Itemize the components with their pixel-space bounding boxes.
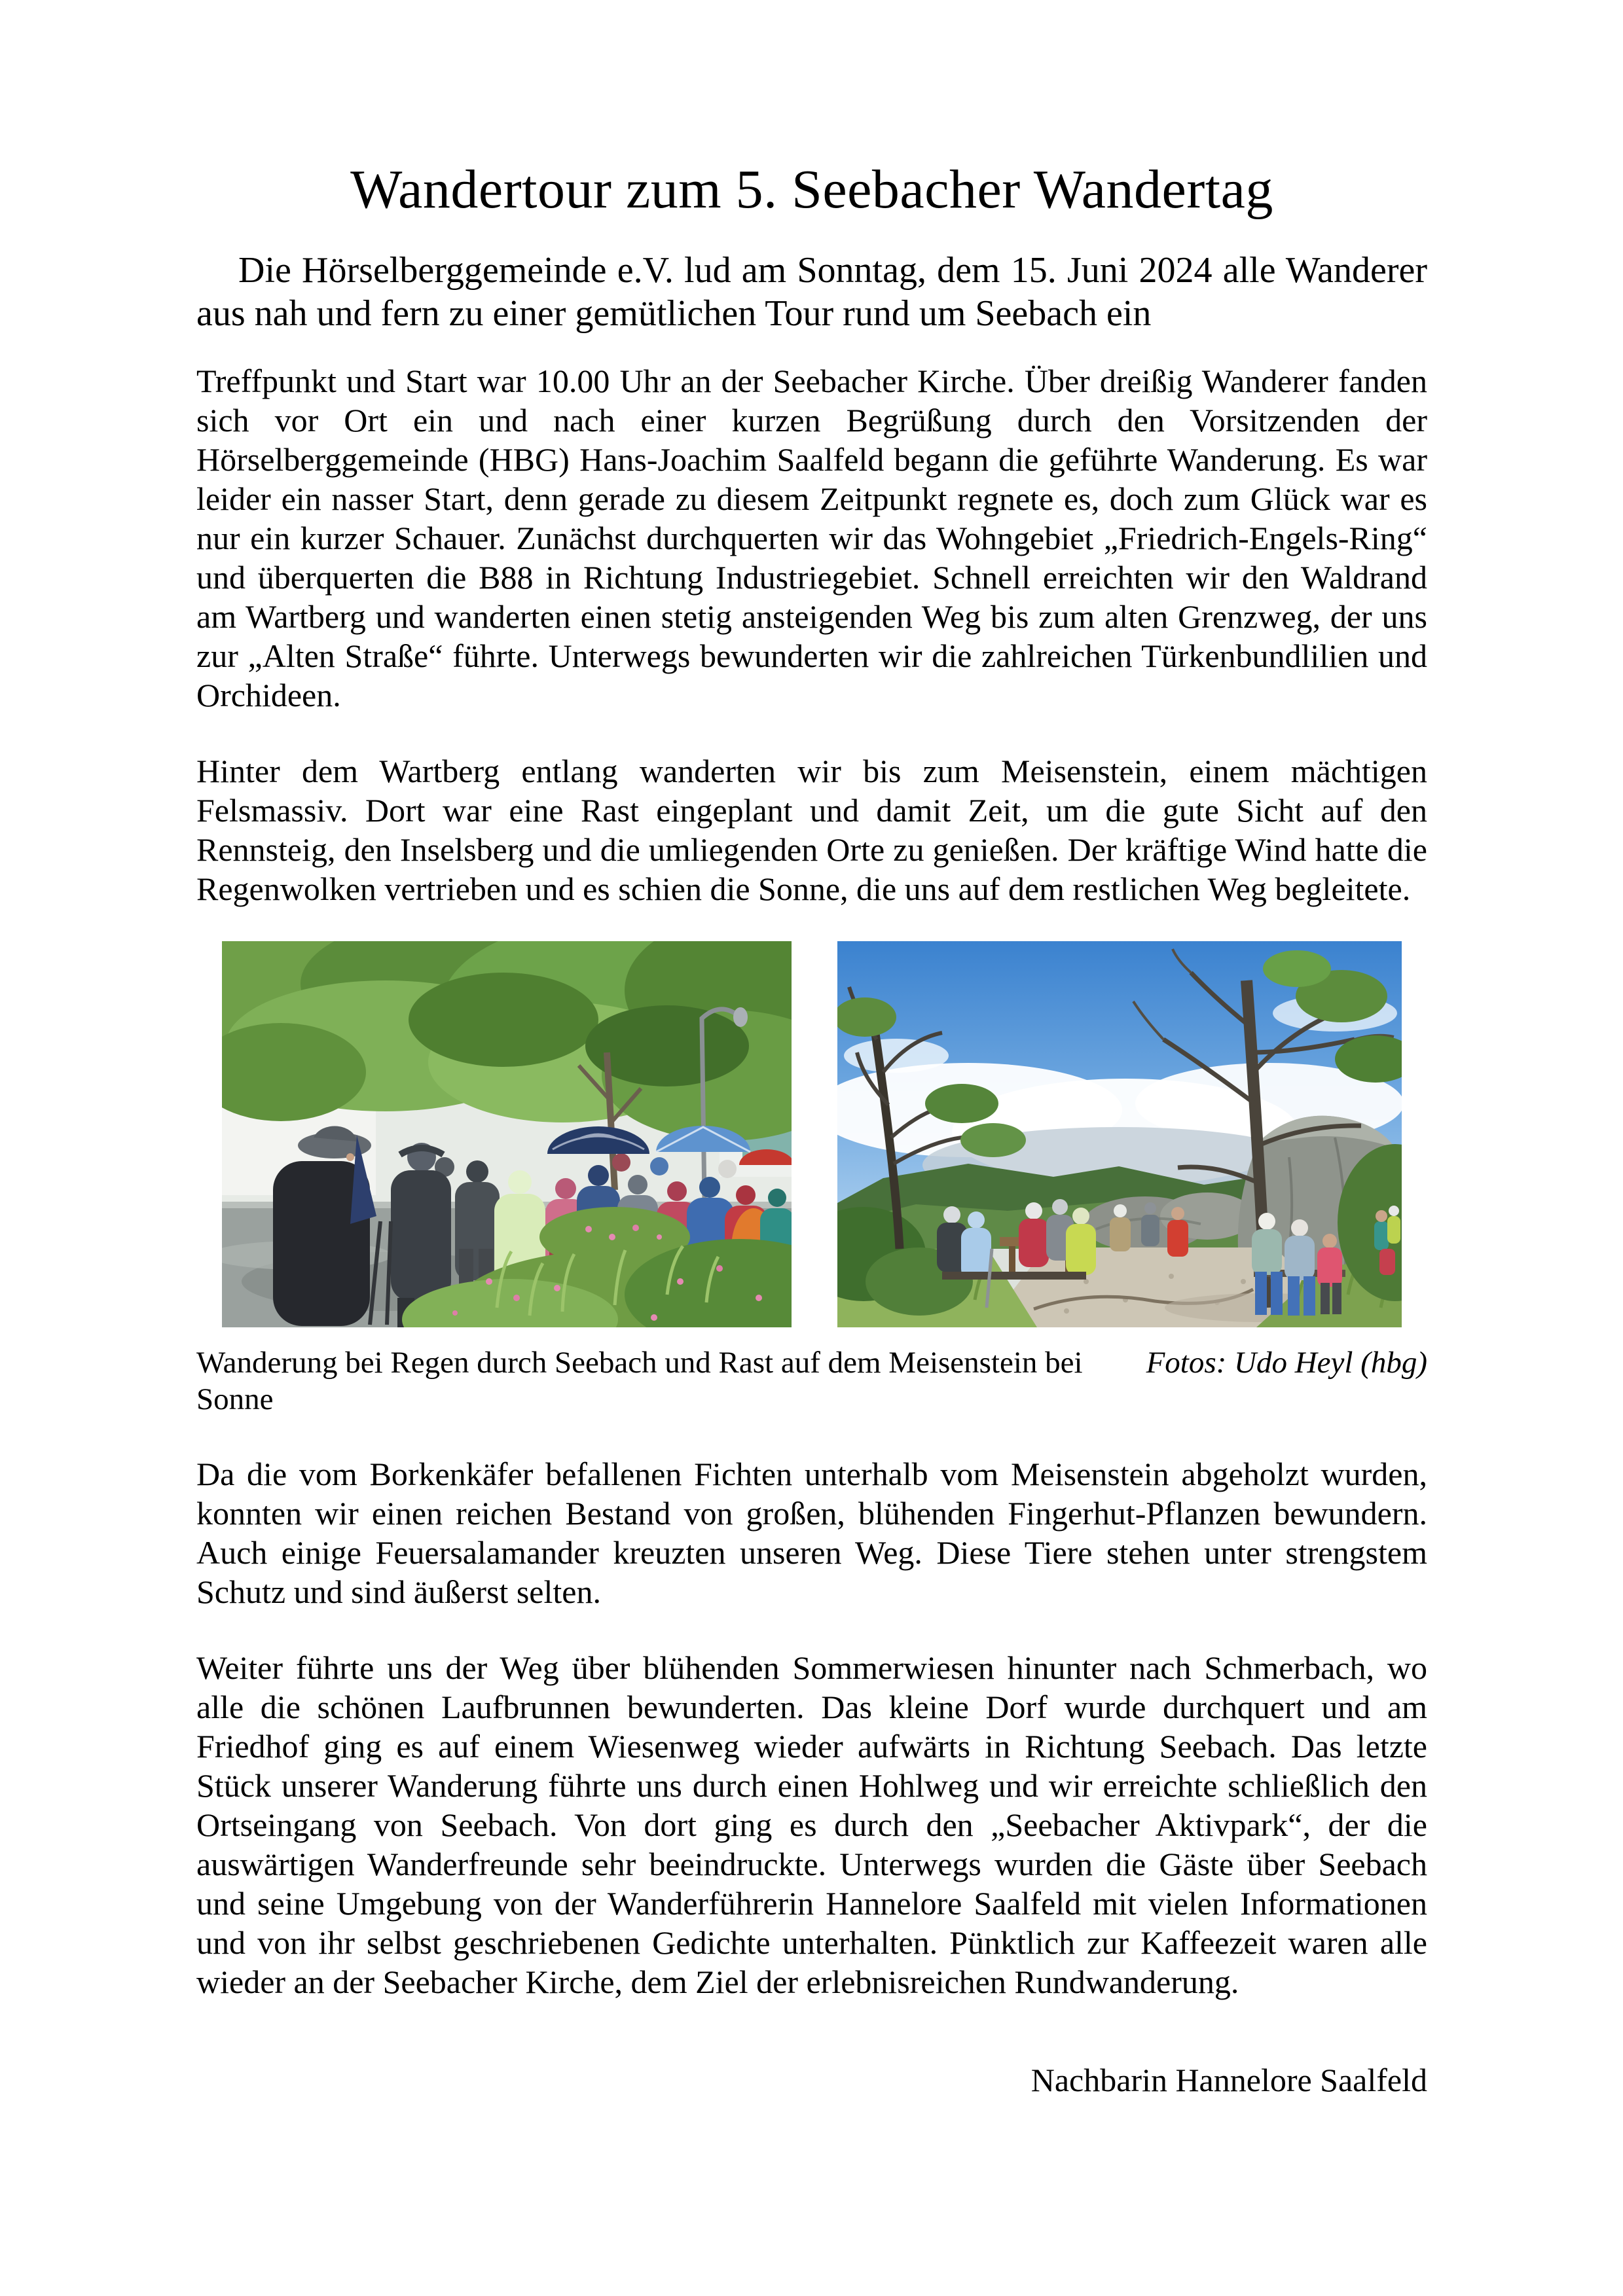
figure-caption-row <box>196 1344 1427 1418</box>
page-title: Wandertour zum 5. Seebacher Wandertag <box>350 159 1273 220</box>
left-photo-rain-walk <box>222 941 792 1327</box>
photo-figure <box>196 941 1427 1418</box>
lead-paragraph: Die Hörselberggemeinde e.V. lud am Sonntag, dem 15. Juni 2024 alle Wanderer aus nah und fern zu einer gemütlichen Tour rund um Seebach ein <box>196 250 1427 334</box>
signature: Nachbarin Hannelore Saalfeld <box>1030 2062 1427 2099</box>
paragraph-2: Hinter dem Wartberg entlang wanderten wir bis zum Meisenstein, einem mächtigen Felsmassiv. Dort war eine Rast eingeplant und damit Zeit, um die gute Sicht auf den Rennsteig, den Inselsberg und die umliegenden Orte zu genießen. Der kräftige Wind hatte die Regenwolken vertrieben und es schien die Sonne, die uns auf dem restlichen Weg begleitete. <box>196 753 1427 908</box>
article <box>196 0 1427 2100</box>
paragraph-3: Da die vom Borkenkäfer befallenen Fichten unterhalb vom Meisenstein abgeholzt wurden, konnten wir einen reichen Bestand von großen, blühenden Fingerhut-Pflanzen bewundern. Auch einige Feuersalamander kreuzten unseren Weg. Diese Tiere stehen unter strengstem Schutz und sind äußerst selten. <box>196 1456 1427 1611</box>
paragraph-1: Treffpunkt und Start war 10.00 Uhr an der Seebacher Kirche. Über dreißig Wanderer fanden sich vor Ort ein und nach einer kurzen Begrüßung durch den Vorsitzenden der Hörselberggemeinde (HBG) Hans-Joachim Saalfeld begann die geführte Wanderung. Es war leider ein nasser Start, denn gerade zu diesem Zeitpunkt regnete es, doch zum Glück war es nur ein kurzer Schauer. Zunächst durchquerten wir das Wohngebiet „Friedrich-Engels-Ring“ und überquerten die B88 in Richtung Industriegebiet. Schnell erreichten wir den Waldrand am Wartberg und wanderten einen stetig ansteigenden Weg bis zum alten Grenzweg, der uns zur „Alten Straße“ führte. Unterwegs bewunderten wir die zahlreichen Türkenbundlilien und Orchideen. <box>196 363 1427 714</box>
photo-caption: Wanderung bei Regen durch Seebach und Rast auf dem Meisenstein bei Sonne <box>196 1346 1083 1417</box>
photo-credit: Fotos: Udo Heyl (hbg) <box>1146 1346 1427 1380</box>
photo-row <box>196 941 1427 1327</box>
paragraph-4: Weiter führte uns der Weg über blühenden Sommerwiesen hinunter nach Schmerbach, wo alle die schönen Laufbrunnen bewunderten. Das kleine Dorf wurde durchquert und am Friedhof ging es auf einem Wiesenweg wieder aufwärts in Richtung Seebach. Das letzte Stück unserer Wanderung führte uns durch einen Hohlweg und wir erreichte schließlich den Ortseingang von Seebach. Von dort ging es durch den „Seebacher Aktivpark“, der die auswärtigen Wanderfreunde sehr beeindruckte. Unterwegs wurden die Gäste über Seebach und seine Umgebung von der Wanderführerin Hannelore Saalfeld mit vielen Informationen und von ihr selbst geschriebenen Gedichte unterhalten. Pünktlich zur Kaffeezeit waren alle wieder an der Seebacher Kirche, dem Ziel der erlebnisreichen Rundwanderung. <box>196 1649 1427 2001</box>
right-photo-meisenstein-rest <box>837 941 1402 1327</box>
